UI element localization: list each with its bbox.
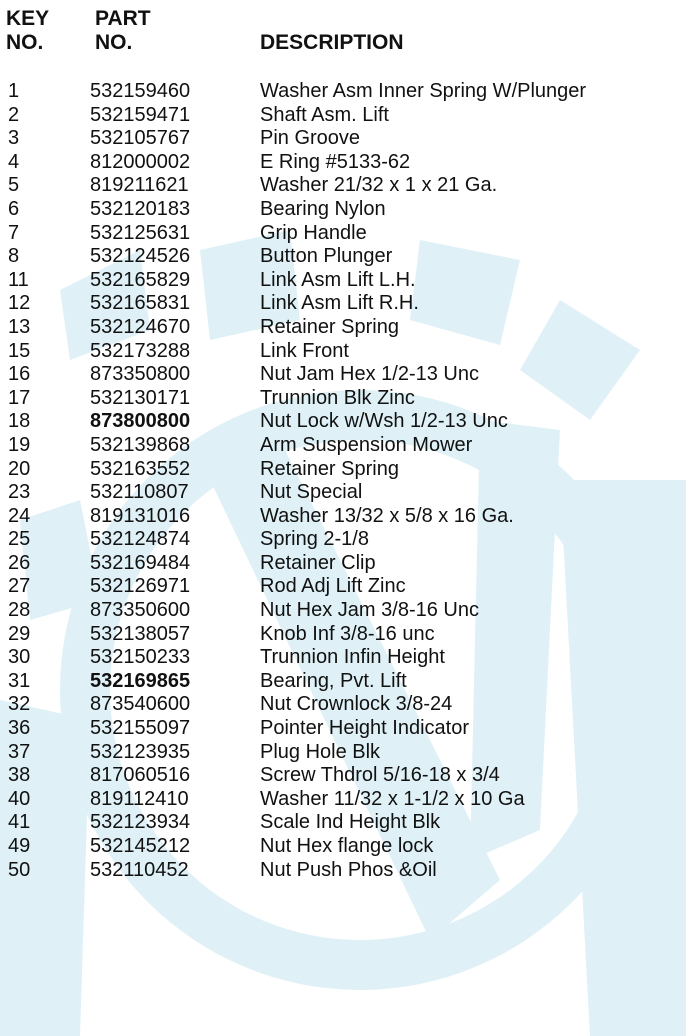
table-row <box>0 835 686 859</box>
table-row <box>0 245 686 269</box>
key-number: 19 <box>8 433 31 456</box>
key-number: 13 <box>8 315 31 338</box>
key-number: 29 <box>8 622 31 645</box>
part-description: Scale Ind Height Blk <box>260 811 441 834</box>
part-number: 532169865 <box>90 669 191 692</box>
part-number: 532124526 <box>90 245 191 268</box>
part-description: Washer Asm Inner Spring W/Plunger <box>260 80 587 102</box>
key-number: 30 <box>8 646 31 669</box>
part-description: Washer 13/32 x 5/8 x 16 Ga. <box>260 504 514 527</box>
key-number: 24 <box>8 504 31 527</box>
key-number: 38 <box>8 764 31 787</box>
key-number: 4 <box>8 150 20 173</box>
table-row <box>0 552 686 576</box>
table-row <box>0 340 686 364</box>
part-description: Trunnion Infin Height <box>260 646 445 669</box>
table-row <box>0 693 686 717</box>
key-number: 36 <box>8 717 31 740</box>
table-row <box>0 80 686 104</box>
part-description: Retainer Spring <box>260 457 399 480</box>
key-number: 27 <box>8 575 31 598</box>
part-description: Nut Crownlock 3/8-24 <box>260 693 453 716</box>
part-number: 532159460 <box>90 80 191 102</box>
key-no-header <box>6 7 49 55</box>
part-number: 873800800 <box>90 410 191 433</box>
key-number: 6 <box>8 197 20 220</box>
part-description: Washer 11/32 x 1-1/2 x 10 Ga <box>260 787 525 810</box>
part-description: Link Front <box>260 339 349 362</box>
part-description: Knob Inf 3/8-16 unc <box>260 622 435 645</box>
key-number: 32 <box>8 693 31 716</box>
table-row <box>0 151 686 175</box>
table-row <box>0 481 686 505</box>
part-number: 532138057 <box>90 622 191 645</box>
table-row <box>0 646 686 670</box>
table-row <box>0 859 686 883</box>
table-row <box>0 575 686 599</box>
part-no-header <box>95 7 151 55</box>
key-number: 17 <box>8 386 31 409</box>
key-number: 20 <box>8 457 31 480</box>
table-row <box>0 292 686 316</box>
part-description: Link Asm Lift L.H. <box>260 268 416 291</box>
table-row <box>0 410 686 434</box>
part-description: Nut Hex flange lock <box>260 835 434 857</box>
table-row <box>0 670 686 694</box>
key-number: 16 <box>8 363 31 386</box>
part-number: 532105767 <box>90 127 191 150</box>
table-row <box>0 222 686 246</box>
part-description: Plug Hole Blk <box>260 740 381 763</box>
part-description: Button Plunger <box>260 245 393 268</box>
table-row <box>0 741 686 765</box>
table-row <box>0 104 686 128</box>
part-description: Pointer Height Indicator <box>260 717 470 740</box>
table-row <box>0 788 686 812</box>
table-row <box>0 764 686 788</box>
part-description: Nut Special <box>260 481 363 504</box>
part-number: 532124874 <box>90 528 191 551</box>
part-description: Nut Hex Jam 3/8-16 Unc <box>260 599 479 622</box>
key-number: 8 <box>8 245 20 268</box>
table-row <box>0 599 686 623</box>
key-number: 37 <box>8 740 31 763</box>
part-number: 812000002 <box>90 150 191 173</box>
key-number: 18 <box>8 410 31 433</box>
part-number: 819131016 <box>90 504 191 527</box>
part-number: 532139868 <box>90 433 191 456</box>
part-number: 532110452 <box>90 858 189 881</box>
part-description: Grip Handle <box>260 221 367 244</box>
part-description: Shaft Asm. Lift <box>260 103 389 126</box>
part-number: 532159471 <box>90 103 191 126</box>
part-number: 532150233 <box>90 646 191 669</box>
part-number: 532165829 <box>90 268 191 291</box>
part-header-line2: NO. <box>95 31 133 54</box>
part-number: 532155097 <box>90 717 191 740</box>
part-description: Washer 21/32 x 1 x 21 Ga. <box>260 174 498 197</box>
part-number: 873350800 <box>90 363 191 386</box>
part-number: 532126971 <box>90 575 191 598</box>
part-description: Arm Suspension Mower <box>260 433 473 456</box>
table-row <box>0 269 686 293</box>
key-number: 12 <box>8 292 31 315</box>
table-row <box>0 387 686 411</box>
part-number: 532123935 <box>90 740 191 763</box>
part-number: 532163552 <box>90 457 191 480</box>
part-description: Pin Groove <box>260 127 361 150</box>
part-description: Link Asm Lift R.H. <box>260 292 419 315</box>
part-description: E Ring #5133-62 <box>260 150 411 173</box>
part-number: 532124670 <box>90 315 191 338</box>
part-number: 532130171 <box>90 386 191 409</box>
column-headers <box>0 7 686 59</box>
key-number: 23 <box>8 481 31 504</box>
table-row <box>0 127 686 151</box>
key-number: 26 <box>8 551 31 574</box>
key-number: 1 <box>8 80 20 102</box>
part-description: Retainer Clip <box>260 551 376 574</box>
part-number: 532123934 <box>90 811 191 834</box>
part-description: Bearing, Pvt. Lift <box>260 669 407 692</box>
part-number: 532120183 <box>90 197 191 220</box>
part-header-line1: PART <box>95 7 151 30</box>
part-description: Nut Push Phos &Oil <box>260 858 437 881</box>
part-number: 819211621 <box>90 174 189 197</box>
table-row <box>0 505 686 529</box>
table-row <box>0 717 686 741</box>
parts-table <box>0 80 686 882</box>
key-header-line2: NO. <box>6 31 44 54</box>
part-description: Nut Lock w/Wsh 1/2-13 Unc <box>260 410 508 433</box>
key-number: 49 <box>8 835 31 857</box>
table-row <box>0 458 686 482</box>
part-number: 532125631 <box>90 221 191 244</box>
key-number: 25 <box>8 528 31 551</box>
key-number: 41 <box>8 811 31 834</box>
key-number: 7 <box>8 221 20 244</box>
key-header-line1: KEY <box>6 7 50 30</box>
key-number: 50 <box>8 858 31 881</box>
part-description: Trunnion Blk Zinc <box>260 386 415 409</box>
key-number: 5 <box>8 174 20 197</box>
part-description: Spring 2-1/8 <box>260 528 369 551</box>
key-number: 15 <box>8 339 31 362</box>
table-row <box>0 623 686 647</box>
table-row <box>0 811 686 835</box>
part-number: 817060516 <box>90 764 191 787</box>
key-number: 11 <box>8 268 29 291</box>
key-number: 3 <box>8 127 20 150</box>
key-number: 31 <box>8 669 31 692</box>
part-number: 819112410 <box>90 787 189 810</box>
key-number: 2 <box>8 103 20 126</box>
part-description: Rod Adj Lift Zinc <box>260 575 406 598</box>
part-number: 532145212 <box>90 835 191 857</box>
key-number: 28 <box>8 599 31 622</box>
part-number: 873540600 <box>90 693 191 716</box>
part-description: Screw Thdrol 5/16-18 x 3/4 <box>260 764 500 787</box>
table-row <box>0 434 686 458</box>
table-row <box>0 316 686 340</box>
part-description: Bearing Nylon <box>260 197 386 220</box>
part-number: 532169484 <box>90 551 191 574</box>
part-description: Nut Jam Hex 1/2-13 Unc <box>260 363 479 386</box>
part-number: 873350600 <box>90 599 191 622</box>
part-number: 532165831 <box>90 292 191 315</box>
description-header: DESCRIPTION <box>260 31 404 54</box>
table-row <box>0 198 686 222</box>
part-number: 532173288 <box>90 339 191 362</box>
table-row <box>0 174 686 198</box>
key-number: 40 <box>8 787 31 810</box>
table-row <box>0 528 686 552</box>
part-description: Retainer Spring <box>260 315 399 338</box>
part-number: 532110807 <box>90 481 189 504</box>
table-row <box>0 363 686 387</box>
